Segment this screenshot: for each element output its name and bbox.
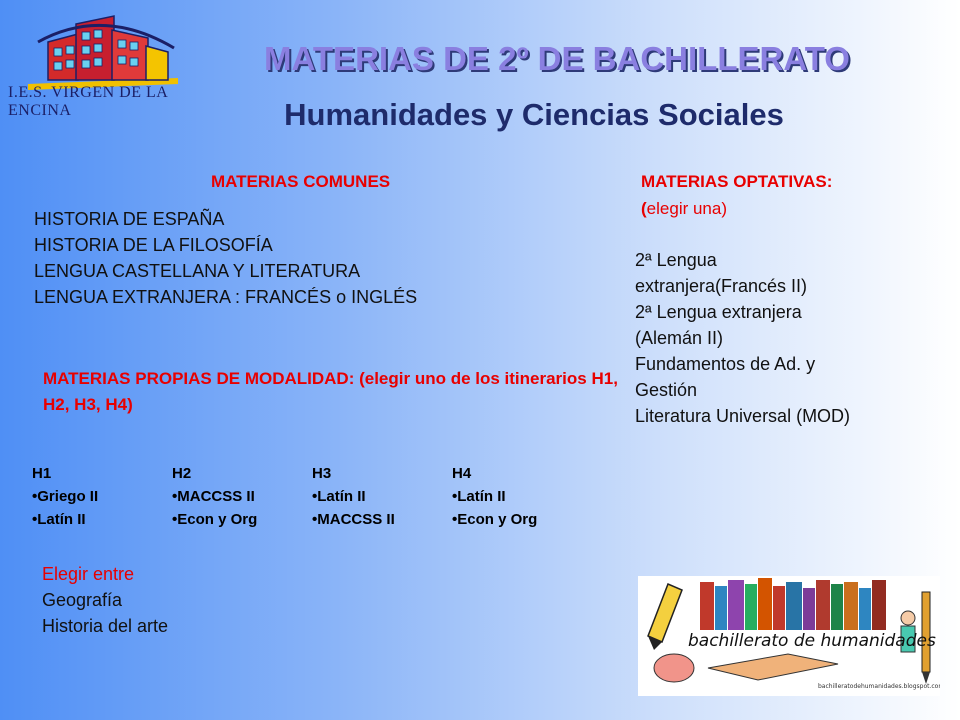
itinerario-name: H1 — [32, 465, 52, 482]
itinerario-item: • Griego II — [32, 485, 172, 508]
itinerario-item: • Latín II — [32, 508, 172, 531]
banner-text: bachillerato de humanidades — [688, 631, 936, 651]
itinerario-h2 — [172, 462, 312, 531]
bachillerato-banner-image — [638, 576, 940, 696]
optativas-heading — [641, 168, 941, 222]
list-item: LENGUA EXTRANJERA : FRANCÉS o INGLÉS — [34, 287, 418, 307]
itinerario-name: H4 — [452, 465, 472, 482]
elegir-block — [42, 561, 342, 639]
list-item: HISTORIA DE ESPAÑA — [34, 209, 225, 229]
itinerario-name: H2 — [172, 465, 192, 482]
itinerario-h3 — [312, 462, 452, 531]
list-item: Historia del arte — [42, 616, 169, 636]
itinerario-h1 — [32, 462, 172, 531]
list-item: HISTORIA DE LA FILOSOFÍA — [34, 235, 273, 255]
elegir-heading: Elegir entre — [42, 564, 135, 584]
list-item: Gestión — [635, 380, 698, 400]
list-item: 2ª Lengua extranjera — [635, 302, 802, 322]
comunes-heading: MATERIAS COMUNES — [211, 172, 391, 191]
optativas-title: MATERIAS OPTATIVAS: — [641, 172, 833, 191]
optativas-subtitle-text: elegir una) — [646, 199, 727, 218]
list-item: 2ª Lengua — [635, 250, 717, 270]
itinerario-h4 — [452, 462, 592, 531]
list-item: extranjera(Francés II) — [635, 276, 808, 296]
list-item: Literatura Universal (MOD) — [635, 406, 851, 426]
list-item: Fundamentos de Ad. y — [635, 354, 816, 374]
banner-url-text: bachilleratodehumanidades.blogspot.com — [818, 683, 940, 690]
itinerario-name: H3 — [312, 465, 332, 482]
list-item: (Alemán II) — [635, 328, 724, 348]
itinerario-item: • Econ y Org — [172, 508, 312, 531]
itinerario-item: • Latín II — [312, 485, 452, 508]
school-logo-caption: I.E.S. VIRGEN DE LA ENCINA — [8, 84, 168, 119]
page-subtitle: Humanidades y Ciencias Sociales — [284, 97, 784, 132]
itinerario-item: • MACCSS II — [312, 508, 452, 531]
list-item: Geografía — [42, 590, 123, 610]
school-building-icon — [18, 12, 188, 92]
optativas-subtitle — [641, 195, 941, 222]
itinerario-item: • Latín II — [452, 485, 592, 508]
optativas-list — [635, 247, 945, 429]
itinerario-item: • MACCSS II — [172, 485, 312, 508]
list-item: LENGUA CASTELLANA Y LITERATURA — [34, 261, 361, 281]
page-title: MATERIAS DE 2º DE BACHILLERATO — [264, 40, 850, 77]
books-illustration-icon — [638, 576, 940, 696]
itinerario-item: • Econ y Org — [452, 508, 592, 531]
modalidad-heading: MATERIAS PROPIAS DE MODALIDAD: (elegir uno de los itinerarios H1, H2, H3, H4) — [43, 369, 618, 414]
comunes-list — [34, 206, 594, 310]
optativas-paren: ( — [641, 199, 647, 218]
